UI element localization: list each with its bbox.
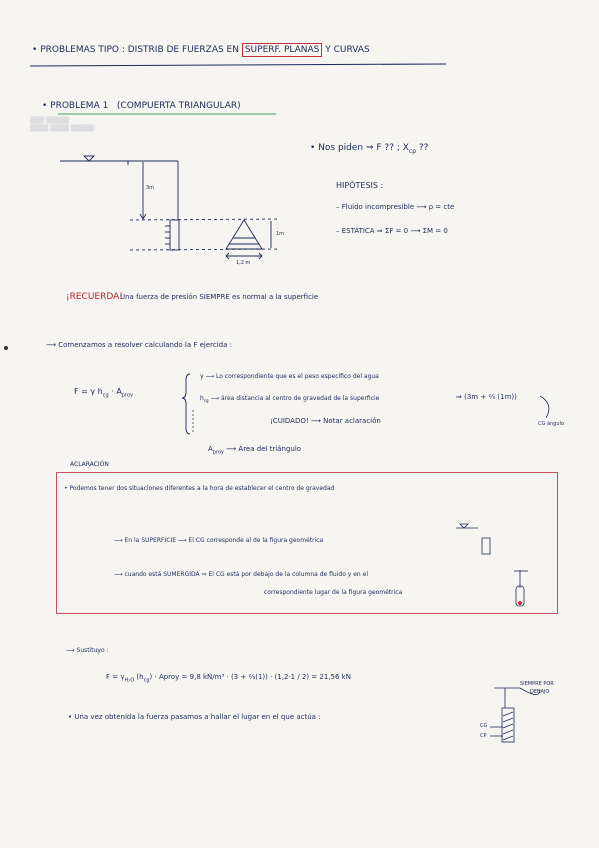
- substitute-label: ⟶ Sustituyo :: [66, 647, 109, 654]
- gate-diagram: [60, 156, 280, 259]
- hypothesis-item: – ESTÁTICA ⇒ ΣF = 0 ⟶ ΣM = 0: [336, 227, 448, 235]
- careful-note: ¡CUIDADO! ⟶ Notar aclaración: [270, 417, 381, 425]
- header-title-prefix: PROBLEMAS TIPO : DISTRIB DE FUERZAS EN: [40, 45, 242, 55]
- clarification-line: • Podemos tener dos situaciones diferentes a la hora de establecer el centro de gravedad: [64, 485, 335, 492]
- side-label: DEBAJO: [530, 689, 550, 695]
- problem-title: PROBLEMA 1: [50, 101, 109, 111]
- cp-label: CP: [480, 733, 487, 739]
- cg-angle-note: CG ángulo: [538, 421, 564, 427]
- hypothesis-title: HIPÓTESIS :: [336, 181, 384, 190]
- depth-label: 3m: [146, 185, 155, 191]
- clarification-title: ACLARACIÓN: [70, 461, 109, 468]
- height-label: 1m: [276, 231, 285, 237]
- brace: [182, 374, 190, 434]
- asks-line: • Nos piden ⇒ F ?? ; $X_{cp}$ ??: [310, 143, 429, 155]
- start-line: ⟶ Comenzamos a resolver calculando la F ejercida :: [46, 341, 232, 349]
- remember-label: ¡RECUERDA!: [66, 292, 123, 302]
- width-label: 1,2 m: [236, 260, 251, 266]
- header-bullet: •: [32, 45, 38, 55]
- problem-subtitle: (COMPUERTA TRIANGULAR): [116, 101, 241, 111]
- title-underline: [30, 64, 446, 66]
- remember-text: Una fuerza de presión SIEMPRE es normal a la superficie: [120, 293, 319, 301]
- side-label: SIEMPRE POR: [520, 681, 554, 687]
- hypothesis-item: – Fluido incompresible ⟶ ρ = cte: [336, 203, 455, 211]
- hcg-result: ⇒ (3m + ⅔ (1m)): [456, 393, 517, 401]
- case-surface: ⟶ En la SUPERFICIE ⟶ El CG corresponde al de la figura geométrica: [114, 537, 324, 544]
- header-title-boxed: SUPERF. PLANAS: [242, 43, 323, 57]
- case-submerged: ⟶ cuando está SUMERGIDA ⇒ El CG está por debajo de la columna de fluido y en el: [114, 571, 368, 578]
- header-title: [32, 46, 370, 55]
- aproy-definition: $A_{proy}$ ⟶ Área del triángulo: [208, 445, 302, 456]
- cg-label: CG: [480, 723, 488, 729]
- header-title-suffix: Y CURVAS: [322, 45, 370, 55]
- force-formula: F = γ $h_{cg} \cdot A_{proy}$: [74, 387, 133, 399]
- cg-cp-figure: [490, 688, 540, 742]
- bleed-through: ▒▒▒ ▒▒▒▒▒: [30, 117, 69, 124]
- case-submerged-cont: correspondiente lugar de la figura geométrica: [264, 589, 403, 596]
- next-step: • Una vez obtenida la fuerza pasamos a hallar el lugar en el que actúa :: [68, 713, 321, 721]
- substitute-equation: $F = \gamma_{H_2O}$ $(h_{cg})$ · Aproy = 9,8 kN/m³ · (3 + ⅔(1)) · (1,2·1 / 2) = 21,56 kN: [106, 673, 351, 684]
- bleed-through: ▒▒▒▒ ▒▒▒▒ ▒▒▒▒▒: [30, 125, 94, 132]
- problem-heading: • PROBLEMA 1 (COMPUERTA TRIANGULAR): [42, 101, 241, 111]
- gamma-definition: γ ⟶ Lo correspondiente que es el peso específico del agua: [200, 373, 379, 380]
- hcg-definition: $h_{cg}$ ⟶ área distancia al centro de gravedad de la superficie: [200, 395, 380, 404]
